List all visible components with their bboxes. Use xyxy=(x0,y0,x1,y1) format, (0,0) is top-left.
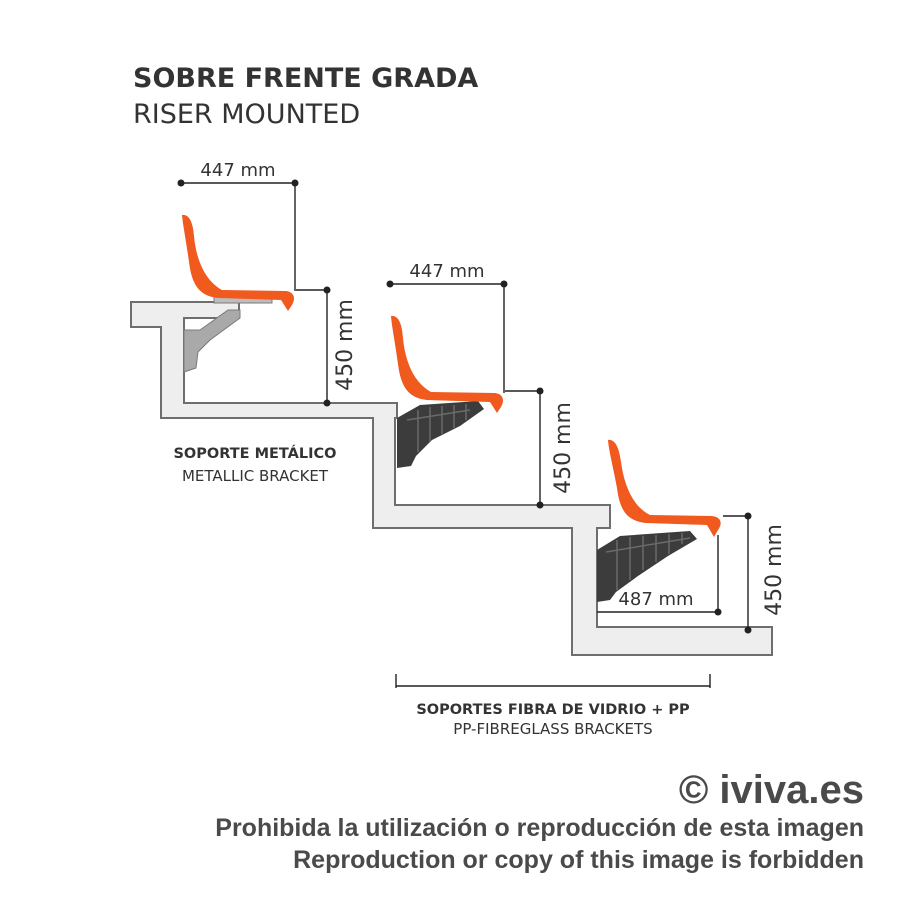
metallic-bracket-label-en: METALLIC BRACKET xyxy=(181,467,329,485)
fibreglass-bracket-label-es: SOPORTES FIBRA DE VIDRIO + PP xyxy=(416,702,690,718)
seat-depth-label-3: 487 mm xyxy=(618,589,694,610)
title-english: RISER MOUNTED xyxy=(133,99,361,130)
seat-with-metallic-bracket xyxy=(182,215,294,372)
metallic-bracket xyxy=(184,310,240,372)
title-spanish: SOBRE FRENTE GRADA xyxy=(133,63,479,94)
seat-width-label-2: 447 mm xyxy=(409,261,485,282)
copyright-notice-es: Prohibida la utilización o reproducción de esta imagen xyxy=(215,814,864,842)
seat-shell xyxy=(391,316,503,413)
height-label-1: 450 mm xyxy=(333,299,358,391)
fibreglass-bracket xyxy=(397,401,484,468)
copyright-brand: © iviva.es xyxy=(678,768,864,812)
fibreglass-bracket-label-en: PP-FIBREGLASS BRACKETS xyxy=(453,720,653,738)
seat-shell xyxy=(182,215,294,311)
seat-shell xyxy=(608,440,721,537)
dimension-lines xyxy=(181,183,748,688)
height-label-2: 450 mm xyxy=(551,402,576,494)
metallic-bracket-label-es: SOPORTE METÁLICO xyxy=(173,446,337,462)
seat-width-label-1: 447 mm xyxy=(200,160,276,181)
height-label-3: 450 mm xyxy=(762,524,787,616)
seat-with-fibreglass-bracket-1 xyxy=(391,316,503,468)
seat-with-fibreglass-bracket-2 xyxy=(597,440,721,602)
copyright-notice-en: Reproduction or copy of this image is forbidden xyxy=(293,846,864,874)
